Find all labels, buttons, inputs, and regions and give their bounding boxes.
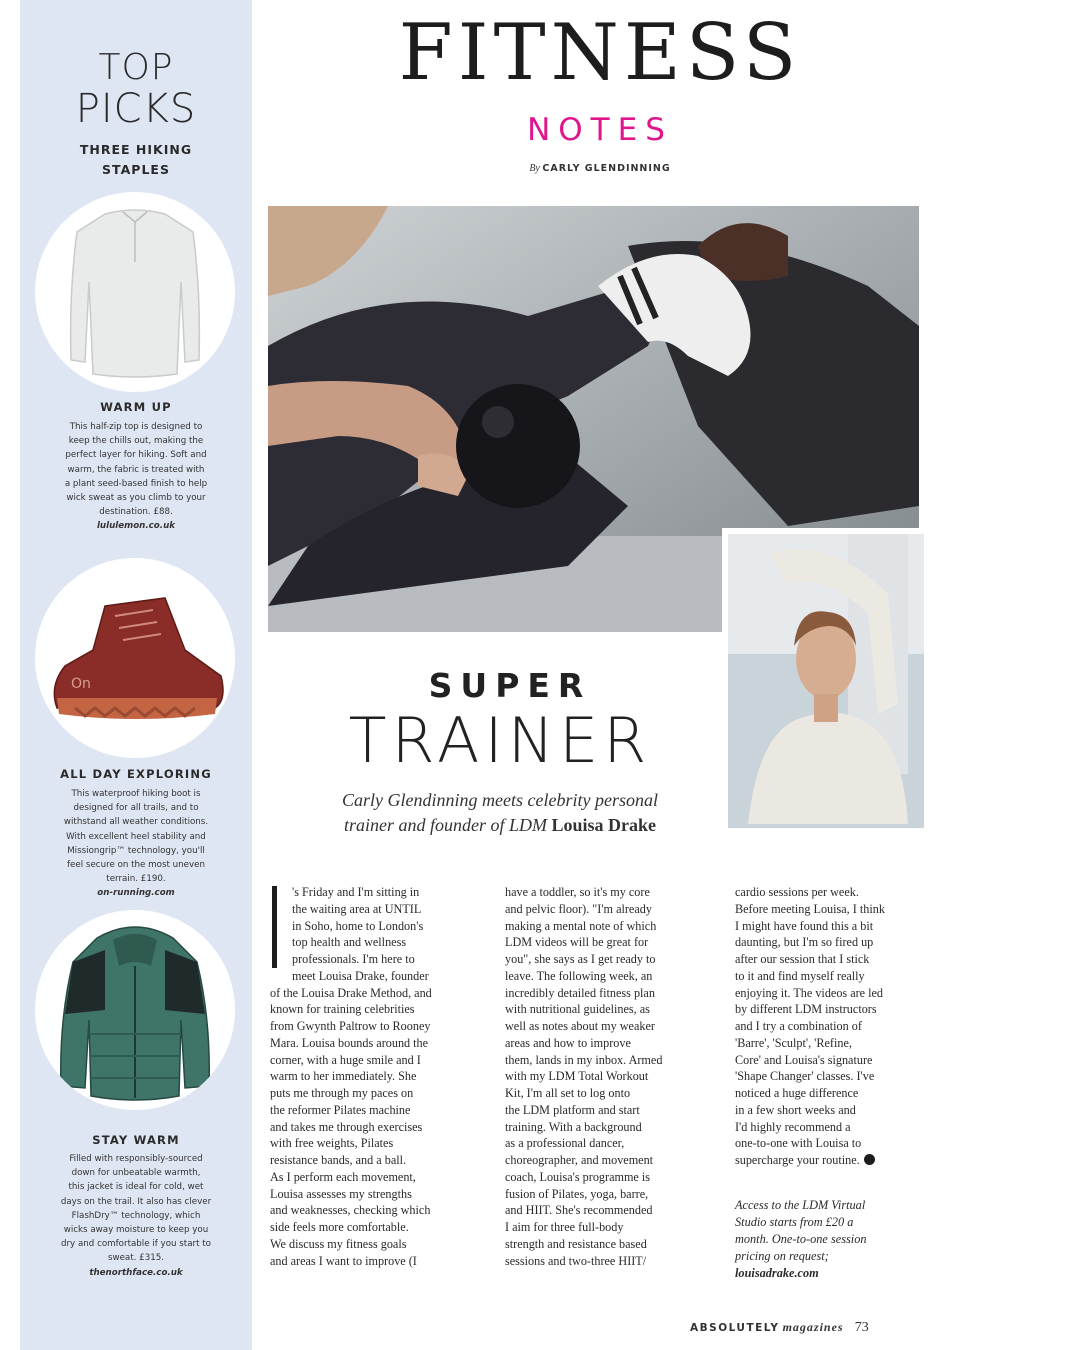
item-heading-all-day-exploring: ALL DAY EXPLORING bbox=[60, 767, 212, 781]
sidebar-subtitle bbox=[20, 140, 252, 180]
sidebar-subtitle-line2: STAPLES bbox=[102, 162, 170, 177]
section-title: NOTES bbox=[527, 112, 673, 148]
item-heading-warm-up: WARM UP bbox=[100, 400, 172, 414]
info-box: Access to the LDM Virtual Studio starts from £20 a month. One-to-one session pricing on request; louisadrake.com bbox=[735, 1197, 935, 1282]
item-description-all-day-exploring: This waterproof hiking boot is designed for all trails, and to withstand all weather conditions. With excellent heel stability and Missiongrip™ technology, you'll feel secure on the most uneven terrain. £190. on-running.com bbox=[38, 787, 234, 901]
item-description-warm-up: This half-zip top is designed to keep the chills out, making the perfect layer for hiking. Soft and warm, the fabric is treated with a plant seed-based finish to help wick sweat as you climb to your destination. £88. lululemon.co.uk bbox=[38, 420, 234, 534]
retailer-link-thenorthface[interactable]: thenorthface.co.uk bbox=[89, 1267, 183, 1278]
sidebar-title-line1: TOP bbox=[98, 47, 174, 88]
svg-text:On: On bbox=[71, 676, 91, 692]
article-column-3: cardio sessions per week. Before meeting Louisa, I think I might have found this a bit daunting, but I'm so fired up after our session that I stick to it and find myself really enjoying it. The videos are led by different LDM instructors and I try a combination of 'Barre', 'Sculpt', 'Refine, Core' and Louisa's signature 'Shape Changer' classes. I've noticed a huge difference in a few short weeks and I'd highly recommend a one-to-one with Louisa to supercharge your routine. bbox=[735, 885, 885, 1167]
headline-kicker: SUPER bbox=[428, 666, 592, 705]
standfirst-line1: Carly Glendinning meets celebrity personal bbox=[342, 790, 658, 810]
byline-prefix: By bbox=[529, 163, 540, 174]
footer-brand-suffix: magazines bbox=[782, 1320, 844, 1334]
article-column-1: 's Friday and I'm sitting in the waiting area at UNTIL in Soho, home to London's top health and wellness professionals. I'm here to meet Louisa Drake, founder of the Louisa Drake Method, and known for training celebrities from Gwynth Paltrow to Rooney Mara. Louisa bounds around the corner, with a huge smile and I warm to her immediately. She puts me through my paces on the reformer Pilates machine and takes me through exercises with free weights, Pilates resistance bands, and a ball. As I perform each movement, Louisa assesses my strengths and weaknesses, checking which side feels more comfortable. We discuss my fitness goals and areas I want to improve (I bbox=[270, 885, 432, 1268]
byline bbox=[460, 163, 740, 174]
standfirst-subject-name: Louisa Drake bbox=[551, 815, 657, 835]
standfirst bbox=[285, 788, 715, 838]
byline-author: CARLY GLENDINNING bbox=[542, 163, 671, 174]
footer-brand: ABSOLUTELY bbox=[690, 1322, 780, 1334]
sidebar-title-line2: PICKS bbox=[75, 86, 197, 132]
puffer-jacket-image bbox=[35, 910, 235, 1110]
article-column-2: have a toddler, so it's my core and pelvic floor). "I'm already making a mental note of which LDM videos will be great for you", she says as I get ready to leave. The following week, an incredibly detailed fitness plan with nutritional guidelines, as well as notes about my weaker areas and how to improve them, lands in my inbox. Armed with my LDM Total Workout Kit, I'm all set to log onto the LDM platform and start training. With a background as a professional dancer, choreographer, and movement coach, Louisa's programme is fusion of Pilates, yoga, barre, and HIIT. She's recommended I aim for three full-body strength and resistance based sessions and two-three HIIT/ bbox=[505, 885, 663, 1268]
masthead-title: FITNESS bbox=[398, 8, 802, 98]
retailer-link-lululemon[interactable]: lululemon.co.uk bbox=[96, 521, 176, 532]
louisa-drake-portrait bbox=[722, 528, 930, 834]
sidebar-subtitle-line1: THREE HIKING bbox=[79, 142, 193, 157]
info-link-louisadrake[interactable]: louisadrake.com bbox=[735, 1266, 819, 1280]
standfirst-line2: trainer and founder of LDM bbox=[343, 815, 547, 835]
item-description-stay-warm: Filled with responsibly-sourced down for unbeatable warmth, this jacket is ideal for cold, wet days on the trail. It also has clever FlashDry™ technology, which wicks away moisture to keep you dry and comfortable if you start to sweat. £315. thenorthface.co.uk bbox=[38, 1152, 234, 1280]
page-number: 73 bbox=[854, 1320, 869, 1335]
hiking-boot-image bbox=[35, 558, 235, 758]
headline: TRAINER bbox=[348, 704, 652, 777]
retailer-link-on-running[interactable]: on-running.com bbox=[97, 888, 175, 899]
half-zip-top-image bbox=[35, 192, 235, 392]
end-mark-icon bbox=[864, 1154, 875, 1165]
page-footer bbox=[690, 1320, 950, 1336]
item-heading-stay-warm: STAY WARM bbox=[92, 1133, 180, 1147]
top-picks-sidebar bbox=[20, 0, 252, 1350]
